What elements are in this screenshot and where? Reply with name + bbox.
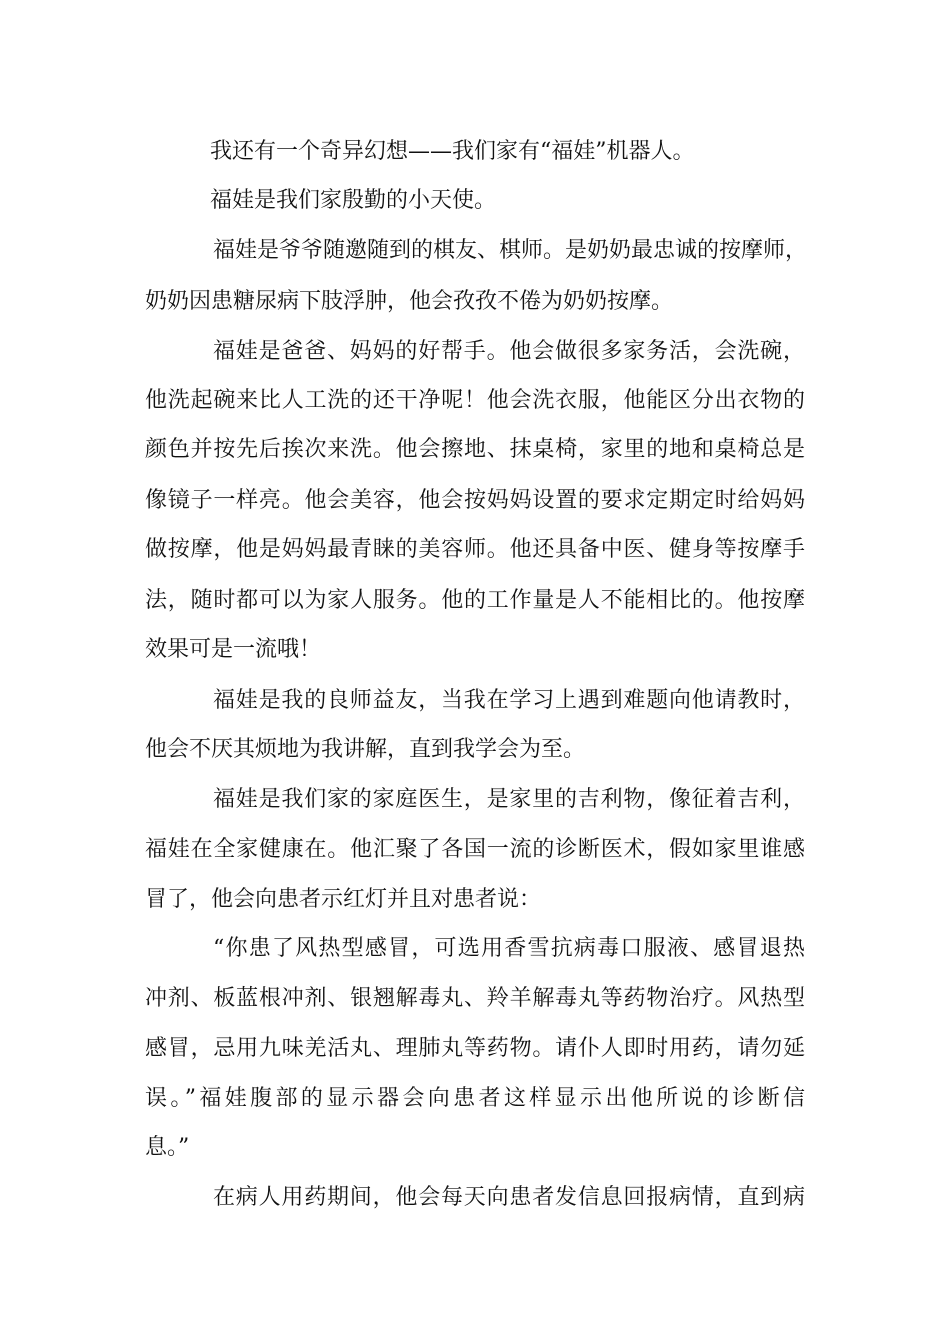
text-line: 福娃在全家健康在。他汇聚了各国一流的诊断医术，假如家里谁感 bbox=[145, 837, 805, 862]
text-line: 颜色并按先后挨次来洗。他会擦地、抹桌椅，家里的地和桌椅总是 bbox=[145, 437, 805, 462]
text-line: 福娃是我们家的家庭医生，是家里的吉利物，像征着吉利， bbox=[213, 787, 805, 812]
text-line: “你患了风热型感冒，可选用香雪抗病毒口服液、感冒退热 bbox=[213, 936, 805, 961]
text-line: 效果可是一流哦！ bbox=[145, 637, 322, 662]
text-line: 像镜子一样亮。他会美容，他会按妈妈设置的要求定期定时给妈妈 bbox=[145, 488, 805, 513]
text-line: 做按摩，他是妈妈最青睐的美容师。他还具备中医、健身等按摩手 bbox=[145, 537, 805, 562]
text-line: 他会不厌其烦地为我讲解，直到我学会为至。 bbox=[145, 737, 586, 762]
text-line: 福娃是爷爷随邀随到的棋友、棋师。是奶奶最忠诚的按摩师， bbox=[213, 238, 808, 263]
text-line: 感冒，忌用九味羌活丸、理肺丸等药物。请仆人即时用药，请勿延 bbox=[145, 1036, 805, 1061]
text-line: 息。” bbox=[145, 1135, 190, 1160]
text-line: 法，随时都可以为家人服务。他的工作量是人不能相比的。他按摩 bbox=[145, 588, 805, 613]
text-line: 福娃是爸爸、妈妈的好帮手。他会做很多家务活，会洗碗， bbox=[213, 339, 805, 364]
text-line: 福娃是我们家殷勤的小天使。 bbox=[210, 188, 497, 213]
text-line: 冲剂、板蓝根冲剂、银翘解毒丸、羚羊解毒丸等药物治疗。风热型 bbox=[145, 986, 805, 1011]
text-line: 他洗起碗来比人工洗的还干净呢！他会洗衣服，他能区分出衣物的 bbox=[145, 388, 805, 413]
text-line: 冒了，他会向患者示红灯并且对患者说： bbox=[145, 887, 542, 912]
text-line: 在病人用药期间，他会每天向患者发信息回报病情，直到病 bbox=[213, 1185, 805, 1210]
text-line: 奶奶因患糖尿病下肢浮肿，他会孜孜不倦为奶奶按摩。 bbox=[145, 289, 674, 314]
text-line: 误。”福娃腹部的显示器会向患者这样显示出他所说的诊断信 bbox=[145, 1086, 805, 1111]
text-line: 福娃是我的良师益友，当我在学习上遇到难题向他请教时， bbox=[213, 688, 805, 713]
text-line: 我还有一个奇异幻想——我们家有“福娃”机器人。 bbox=[210, 139, 695, 164]
